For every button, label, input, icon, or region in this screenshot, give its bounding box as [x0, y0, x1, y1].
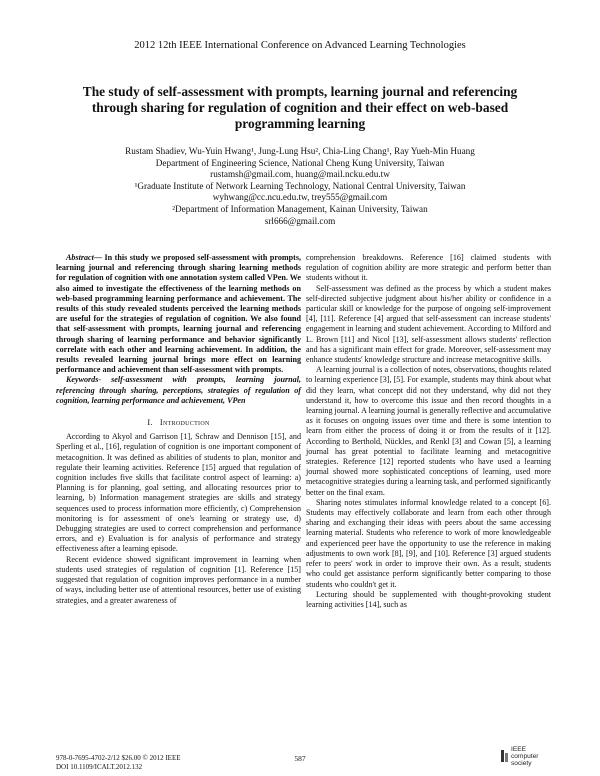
author-names: Rustam Shadiev, Wu-Yuin Hwang¹, Jung-Lung Hsu², Chia-Ling Chang¹, Ray Yueh-Min Huang: [125, 146, 475, 156]
body-paragraph: Lecturing should be supplemented with thought-provoking student learning activities [14], such as: [306, 589, 551, 609]
left-column: [56, 253, 301, 606]
email-3: srl666@gmail.com: [264, 215, 336, 226]
paper-title: The study of self-assessment with prompts, learning journal and referencing through sharing for regulation of cognition and their effect on web-based programming learning: [82, 84, 518, 131]
footer-doi: DOI 10.1109/ICALT.2012.132: [56, 762, 143, 771]
email-2: wyhwang@cc.ncu.edu.tw, trey555@gmail.com: [212, 192, 388, 203]
affiliation-1: Department of Engineering Science, National Cheng Kung University, Taiwan: [155, 157, 445, 168]
society-logo-icon: [500, 749, 510, 763]
section-heading: [56, 418, 301, 428]
section-title: Introduction: [159, 418, 210, 428]
logo-line-1: IEEE: [511, 746, 527, 753]
body-paragraph: comprehension breakdowns. Reference [16] claimed students with regulation of cognition ability are more strategic and perform better than students without it.: [306, 253, 551, 283]
body-paragraph: Sharing notes stimulates informal knowledge related to a concept [6]. Students may effectively collaborate and learn from each other through sharing and exchanging their ideas with peers about the same accessing learning material. Students who reference to work of more knowledgeable and experienced peer have the opportunity to use the reference in making adjustments to own work [8], [9], and [10]. Reference [3] argued students refer to peers' work in order to improve their own. As a result, students who could get assistance perform significantly better comparing to those students who couldn't get it.: [306, 497, 551, 589]
abstract: [56, 253, 301, 375]
footer-isbn: 978-0-7695-4702-2/12 $26.00 © 2012 IEEE: [56, 754, 181, 762]
body-paragraph: Self-assessment was defined as the process by which a student makes self-directed subjective judgment about his/her ability or confidence in a particular skill or knowledge for the purpose of ongoing self-improvement [4], [11]. Reference [4] argued that self-assessment can increase students' engagement in learning and student achievement. According to Milford and L. Brown [11] and Nicol [13], self-assessment allows students' reflection and has a significant main effect for grade. Moreover, self-assessment may enhance students' knowledge structure and increase metacognitive skills.: [306, 283, 551, 365]
body-paragraph: According to Akyol and Garrison [1], Schraw and Dennison [15], and Sperling et al., [16], regulation of cognition is one important component of metacognition. It was defined as abilities of students to plan, monitor and regulate their learning activities. Reference [15] argued that regulation of cognition includes five skills that facilitate control aspect of learning: a) Planning is for planning, goal setting, and allocating resources prior to learning, b) Information management strategies are skills and strategy sequences used to process information more efficiently, c) Comprehension monitoring is for assessment of one's learning or strategy use, d) Debugging strategies are used to correct comprehension and performance errors, and e) Evaluation is for analysis of performance and strategy effectiveness after a learning episode.: [56, 432, 301, 554]
affiliation-2: ¹Graduate Institute of Network Learning Technology, National Central University, Taiwan: [134, 180, 466, 191]
section-number: I.: [147, 418, 153, 428]
conference-header: 2012 12th IEEE International Conference on Advanced Learning Technologies: [134, 40, 466, 51]
abstract-label: Abstract—: [66, 253, 102, 262]
keywords-text: self-assessment with prompts, learning journal, referencing through sharing, perceptions, strategies of regulation of cognition, learning performance and achievement, VPen: [56, 375, 301, 405]
logo-text: [511, 747, 539, 767]
abstract-text: In this study we proposed self-assessment with prompts, learning journal and referencing through sharing learning methods for regulation of cognition with one annotation system called VPen. We also aimed to investigate the effectiveness of the learning methods on web-based programming learning performance and achievement. The results of this study revealed students perceived the learning methods are useful for the strategies of regulation of cognition. We also found that self-assessment with prompts, learning journal and referencing through sharing of learning performance and behavior significantly correlate with each other and learning achievement. In addition, the results revealed learning journal brings more effect on learning performance and achievement than self-assessment with prompts.: [56, 253, 301, 375]
ieee-computer-society-logo: [500, 747, 546, 771]
keywords: [56, 375, 301, 406]
body-paragraph: A learning journal is a collection of notes, observations, thoughts related to learning experience [3], [5]. For example, students may think about what did they learn, what concept did not they understand, why did not they understand it, how to overcome this issue and then record thoughts in a learning journal. A learning journal is generally reflective and accumulative as it focuses on ongoing issues over time and there is some intention to learn from either the process of doing it or from the results of it [12]. According to Berthold, Nückles, and Renkl [3] and Cowan [5], a learning journal has great potential to facilitate learning and metacognitive strategies. Reference [12] reported students who have used a learning journal showed more sophisticated conceptions of learning, used more metacognitive strategies during a learning task, and performed significantly better on the final exam.: [306, 365, 551, 497]
right-column: [306, 253, 551, 610]
page-number: 587: [294, 754, 306, 763]
logo-line-3: society: [511, 759, 532, 767]
body-paragraph: Recent evidence showed significant improvement in learning when students used strategies of regulation of cognition [1]. Reference [15] suggested that regulation of cognition improves performance in a number of ways, including better use of attentional resources, better use of existing strategies, and a greater awareness of: [56, 554, 301, 605]
author-block: [40, 146, 560, 227]
logo-line-2: computer: [511, 752, 539, 760]
keywords-label: Keywords-: [66, 375, 102, 385]
affiliation-3: ²Department of Information Management, Kainan University, Taiwan: [172, 203, 428, 214]
email-1: rustamsh@gmail.com, huang@mail.ncku.edu.tw: [210, 169, 390, 180]
